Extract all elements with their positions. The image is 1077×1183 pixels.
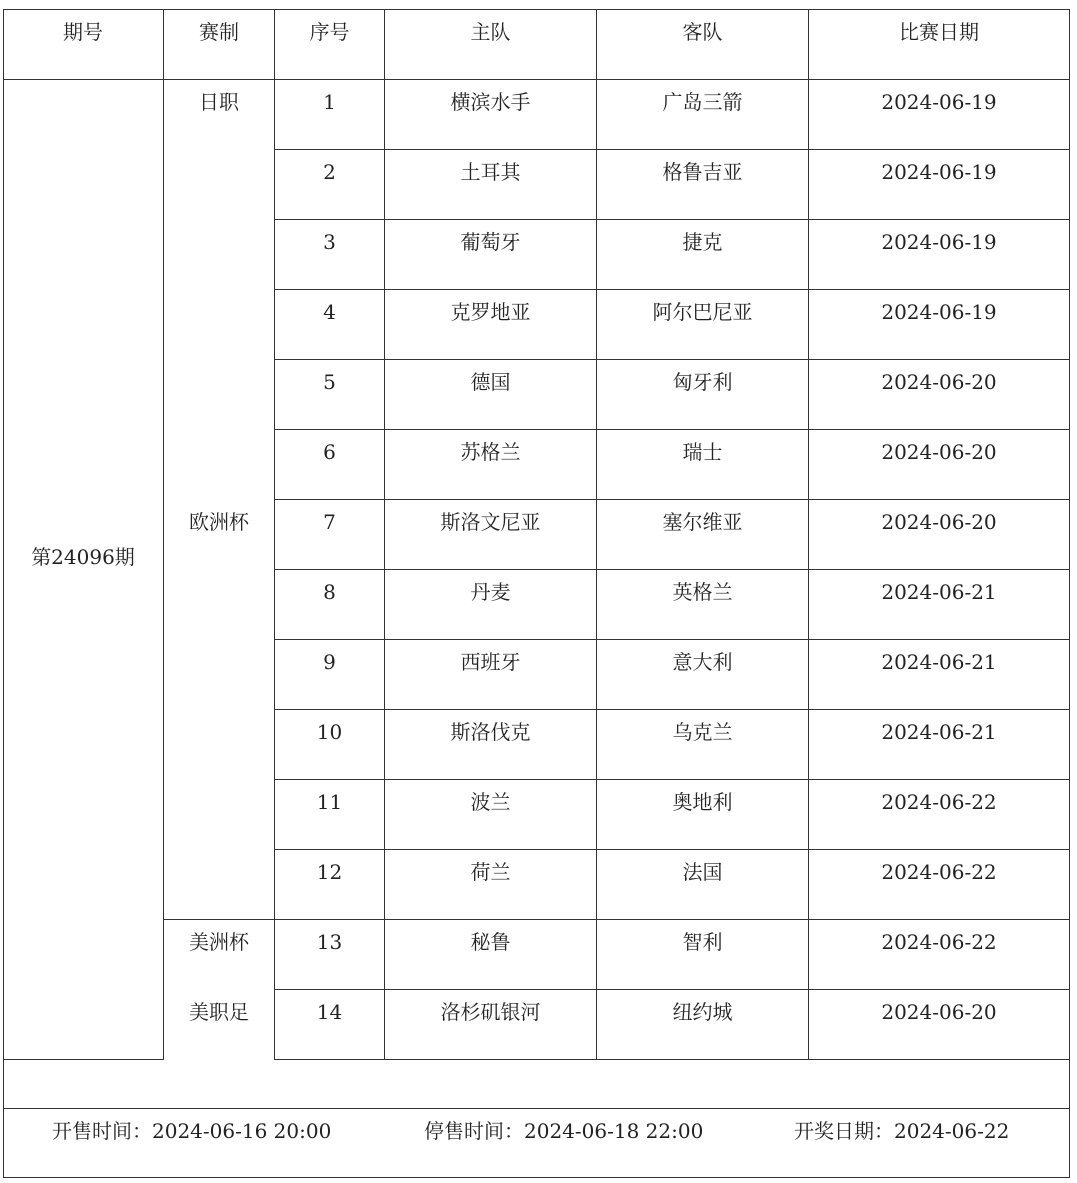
- row-rule: [275, 709, 1070, 710]
- home-team: 苏格兰: [460, 440, 521, 464]
- row-rule: [275, 359, 1070, 360]
- row-rule: [275, 779, 1070, 780]
- match-date: 2024-06-21: [881, 650, 997, 674]
- match-date: 2024-06-22: [881, 930, 997, 954]
- match-date: 2024-06-19: [881, 230, 997, 254]
- home-team: 秘鲁: [470, 930, 511, 954]
- competition-label: 美职足: [189, 1000, 249, 1024]
- home-team: 葡萄牙: [460, 230, 521, 254]
- away-team: 格鲁吉亚: [662, 160, 743, 184]
- home-team: 波兰: [470, 790, 511, 814]
- table-border-bottom: [3, 1177, 1070, 1178]
- competition-label: 日职: [199, 90, 239, 114]
- header-no: 序号: [309, 20, 350, 44]
- away-team: 瑞士: [682, 440, 723, 464]
- row-rule: [275, 989, 1070, 990]
- away-team: 乌克兰: [672, 720, 733, 744]
- match-no: 12: [316, 860, 343, 884]
- sale-start-time: 开售时间：2024-06-16 20:00: [52, 1119, 332, 1143]
- period-label: 第24096期: [31, 545, 135, 569]
- match-date: 2024-06-19: [881, 300, 997, 324]
- table-border-left: [3, 9, 4, 1178]
- match-no: 13: [316, 930, 343, 954]
- away-team: 阿尔巴尼亚: [652, 300, 753, 324]
- match-date: 2024-06-19: [881, 90, 997, 114]
- match-date: 2024-06-21: [881, 720, 997, 744]
- match-no: 8: [323, 580, 336, 604]
- match-no: 14: [316, 1000, 343, 1024]
- away-team: 纽约城: [672, 1000, 733, 1024]
- match-date: 2024-06-21: [881, 580, 997, 604]
- match-no: 6: [323, 440, 336, 464]
- match-no: 10: [316, 720, 343, 744]
- away-team: 法国: [682, 860, 723, 884]
- match-date: 2024-06-22: [881, 860, 997, 884]
- competition-label: 美洲杯: [189, 930, 249, 954]
- home-team: 横滨水手: [450, 90, 531, 114]
- away-team: 奥地利: [672, 790, 733, 814]
- row-rule: [3, 1059, 164, 1060]
- header-home: 主队: [470, 20, 511, 44]
- match-no: 11: [316, 790, 343, 814]
- sale-stop-time: 停售时间：2024-06-18 22:00: [424, 1119, 704, 1143]
- match-date: 2024-06-19: [881, 160, 997, 184]
- away-team: 智利: [682, 930, 723, 954]
- row-rule: [275, 429, 1070, 430]
- row-rule: [275, 849, 1070, 850]
- home-team: 荷兰: [470, 860, 511, 884]
- match-date: 2024-06-20: [881, 1000, 997, 1024]
- competition-label: 欧洲杯: [189, 510, 249, 534]
- match-date: 2024-06-20: [881, 370, 997, 394]
- away-team: 广岛三箭: [662, 90, 743, 114]
- match-no: 1: [323, 90, 336, 114]
- row-rule: [275, 569, 1070, 570]
- match-no: 4: [323, 300, 336, 324]
- home-team: 洛杉矶银河: [440, 1000, 541, 1024]
- header-type: 赛制: [199, 20, 239, 44]
- away-team: 塞尔维亚: [662, 510, 743, 534]
- row-rule: [164, 919, 1070, 920]
- match-date: 2024-06-20: [881, 440, 997, 464]
- match-no: 3: [323, 230, 336, 254]
- row-rule: [275, 289, 1070, 290]
- row-rule: [275, 639, 1070, 640]
- home-team: 斯洛文尼亚: [440, 510, 541, 534]
- header-period: 期号: [63, 20, 103, 44]
- match-no: 5: [323, 370, 336, 394]
- home-team: 西班牙: [460, 650, 521, 674]
- col-rule: [163, 9, 164, 1060]
- match-date: 2024-06-20: [881, 510, 997, 534]
- away-team: 意大利: [672, 650, 733, 674]
- home-team: 德国: [470, 370, 511, 394]
- away-team: 匈牙利: [672, 370, 733, 394]
- footer-rule: [3, 1108, 1070, 1109]
- table-border-right: [1069, 9, 1070, 1178]
- draw-date: 开奖日期：2024-06-22: [794, 1119, 1010, 1143]
- match-date: 2024-06-22: [881, 790, 997, 814]
- row-rule: [275, 499, 1070, 500]
- home-team: 丹麦: [470, 580, 511, 604]
- row-rule: [275, 219, 1070, 220]
- match-no: 7: [323, 510, 336, 534]
- match-no: 2: [323, 160, 336, 184]
- header-date: 比赛日期: [899, 20, 979, 44]
- match-no: 9: [323, 650, 336, 674]
- header-away: 客队: [682, 20, 723, 44]
- home-team: 克罗地亚: [450, 300, 531, 324]
- row-rule: [275, 149, 1070, 150]
- home-team: 斯洛伐克: [450, 720, 531, 744]
- away-team: 捷克: [682, 230, 723, 254]
- row-rule: [275, 1059, 1070, 1060]
- home-team: 土耳其: [460, 160, 521, 184]
- away-team: 英格兰: [672, 580, 733, 604]
